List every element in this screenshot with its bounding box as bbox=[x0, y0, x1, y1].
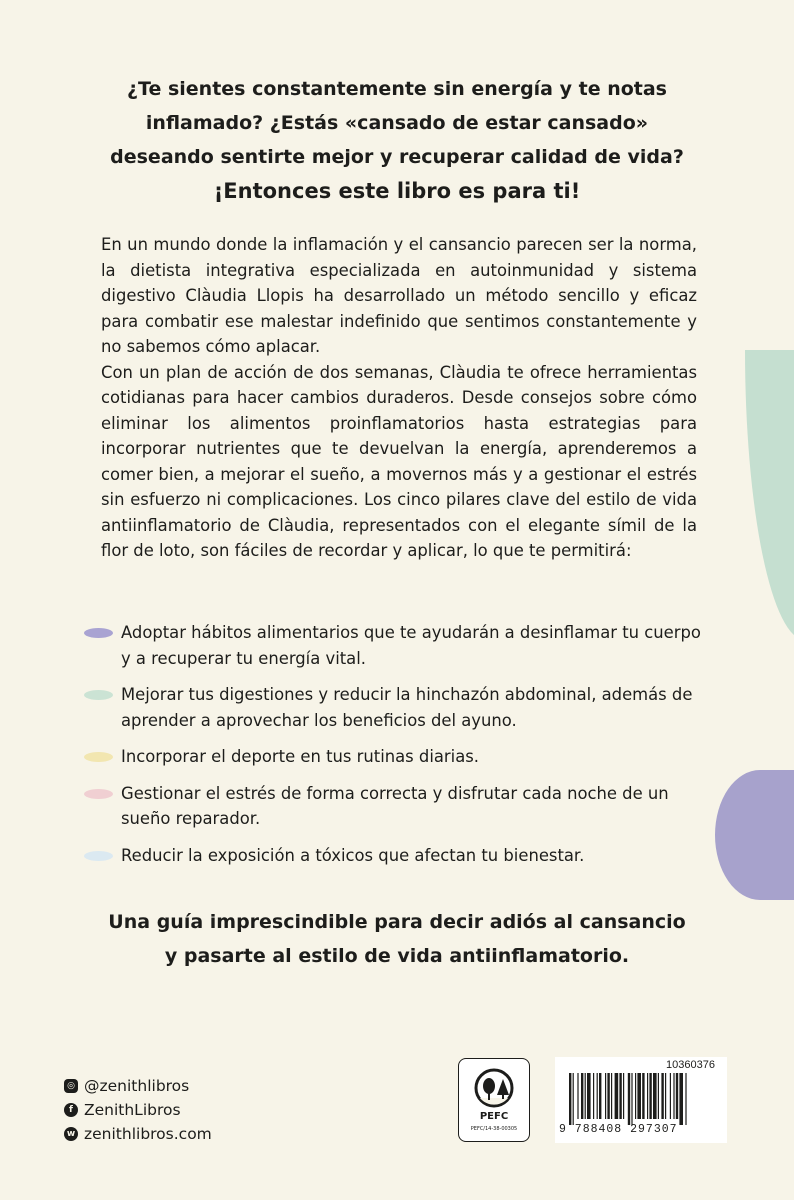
facebook-handle: ZenithLibros bbox=[84, 1101, 181, 1119]
benefits-list bbox=[84, 620, 704, 879]
barcode-bar bbox=[670, 1073, 671, 1119]
barcode-bar bbox=[611, 1073, 612, 1119]
barcode-bar bbox=[569, 1073, 571, 1125]
list-item bbox=[84, 843, 704, 869]
list-item bbox=[84, 620, 704, 671]
list-item-text: Reducir la exposición a tóxicos que afectan tu bienestar. bbox=[121, 845, 585, 865]
facebook-icon: f bbox=[64, 1103, 78, 1117]
isbn-number: 9 788408 297307 bbox=[559, 1123, 678, 1136]
barcode-bar bbox=[635, 1073, 636, 1119]
social-links bbox=[64, 1074, 212, 1146]
intro-question bbox=[60, 72, 734, 174]
list-item-text: Adoptar hábitos alimentarios que te ayudarán a desinflamar tu cuerpo y a recuperar tu energía vital. bbox=[121, 623, 701, 668]
barcode-bar bbox=[653, 1073, 657, 1119]
barcode-bar bbox=[593, 1073, 594, 1119]
body-paragraph-1: En un mundo donde la inflamación y el cansancio parecen ser la norma, la dietista integrativa especializada en autoinmunidad y sistema digestivo Clàudia Llopis ha desarrollado un método sencillo y eficaz para combatir ese malestar indefinido que sentimos constantemente y no sabemos cómo aplacar. bbox=[101, 235, 697, 356]
barcode-bar bbox=[585, 1073, 586, 1119]
website-url: zenithlibros.com bbox=[84, 1125, 212, 1143]
body-text bbox=[101, 232, 697, 564]
web-icon: w bbox=[64, 1127, 78, 1141]
isbn-barcode bbox=[555, 1057, 727, 1143]
barcode-bar bbox=[673, 1073, 674, 1119]
barcode-bar bbox=[647, 1073, 648, 1119]
barcode-bar bbox=[658, 1073, 659, 1119]
facebook-link[interactable] bbox=[64, 1098, 212, 1122]
intro-line: deseando sentirte mejor y recuperar calidad de vida? bbox=[110, 146, 684, 168]
intro-line: ¿Te sientes constantemente sin energía y te notas bbox=[127, 78, 667, 100]
barcode-bar bbox=[605, 1073, 606, 1119]
barcode-bar bbox=[628, 1073, 630, 1125]
instagram-handle: @zenithlibros bbox=[84, 1077, 190, 1095]
barcode-bar bbox=[577, 1073, 578, 1119]
yellow-bullet-icon bbox=[84, 752, 113, 762]
closing-statement bbox=[60, 905, 734, 973]
barcode-bar bbox=[642, 1073, 644, 1119]
list-item bbox=[84, 744, 704, 770]
body-paragraph-2: Con un plan de acción de dos semanas, Clàudia te ofrece herramientas cotidianas para hacer cambios duraderos. Desde consejos sobre cómo eliminar los alimentos proinflamatorios hasta estrategias para incorporar nutrientes que te devuelvan la energía, aprenderemos a comer bien, a mejorar el sueño, a movernos más y a gestionar el estrés sin esfuerzo ni complicaciones. Los cinco pilares clave del estilo de vida antiinflamatorio de Clàudia, representados con el elegante símil de la flor de loto, son fáciles de recordar y aplicar, lo que te permitirá: bbox=[101, 362, 697, 560]
list-item-text: Gestionar el estrés de forma correcta y disfrutar cada noche de un sueño reparador. bbox=[121, 783, 669, 828]
barcode-bar bbox=[623, 1073, 624, 1119]
barcode-bar bbox=[619, 1073, 621, 1119]
pink-bullet-icon bbox=[84, 789, 113, 799]
intro-line: inflamado? ¿Estás «cansado de estar cansado» bbox=[145, 112, 649, 134]
list-item-text: Mejorar tus digestiones y reducir la hinchazón abdominal, además de aprender a aprovechar los beneficios del ayuno. bbox=[121, 685, 693, 730]
pefc-code: PEFC/14-38-00305 bbox=[470, 1126, 518, 1132]
list-item-text: Incorporar el deporte en tus rutinas diarias. bbox=[121, 747, 480, 766]
barcode-bar bbox=[599, 1073, 601, 1119]
barcode-bar bbox=[676, 1073, 678, 1119]
closing-line: Una guía imprescindible para decir adiós al cansancio bbox=[108, 911, 686, 933]
barcode-bar bbox=[581, 1073, 583, 1119]
green-bullet-icon bbox=[84, 690, 113, 700]
pefc-certification-badge bbox=[458, 1058, 530, 1142]
list-item bbox=[84, 781, 704, 832]
purple-petal-decoration bbox=[715, 770, 794, 900]
barcode-bar bbox=[649, 1073, 651, 1119]
barcode-bars bbox=[569, 1073, 719, 1125]
list-item bbox=[84, 682, 704, 733]
purple-bullet-icon bbox=[84, 628, 113, 638]
pefc-name: PEFC bbox=[479, 1111, 509, 1122]
barcode-bar bbox=[587, 1073, 591, 1119]
barcode-bar bbox=[607, 1073, 609, 1119]
barcode-bar bbox=[679, 1073, 683, 1125]
blue-bullet-icon bbox=[84, 851, 113, 861]
tree-icon bbox=[473, 1067, 515, 1109]
instagram-link[interactable] bbox=[64, 1074, 212, 1098]
barcode-bar bbox=[631, 1073, 632, 1125]
barcode-bar bbox=[573, 1073, 574, 1125]
closing-line: y pasarte al estilo de vida antiinflamatorio. bbox=[164, 945, 630, 967]
barcode-bar bbox=[597, 1073, 598, 1119]
barcode-bar bbox=[637, 1073, 641, 1119]
barcode-bar bbox=[615, 1073, 619, 1119]
barcode-bar bbox=[661, 1073, 663, 1119]
barcode-bar bbox=[685, 1073, 686, 1125]
callout-heading: ¡Entonces este libro es para ti! bbox=[213, 179, 581, 203]
product-code: 10360376 bbox=[666, 1059, 715, 1071]
website-link[interactable] bbox=[64, 1122, 212, 1146]
instagram-icon: ◎ bbox=[64, 1079, 78, 1093]
green-petal-decoration bbox=[745, 350, 794, 640]
barcode-bar bbox=[665, 1073, 666, 1119]
